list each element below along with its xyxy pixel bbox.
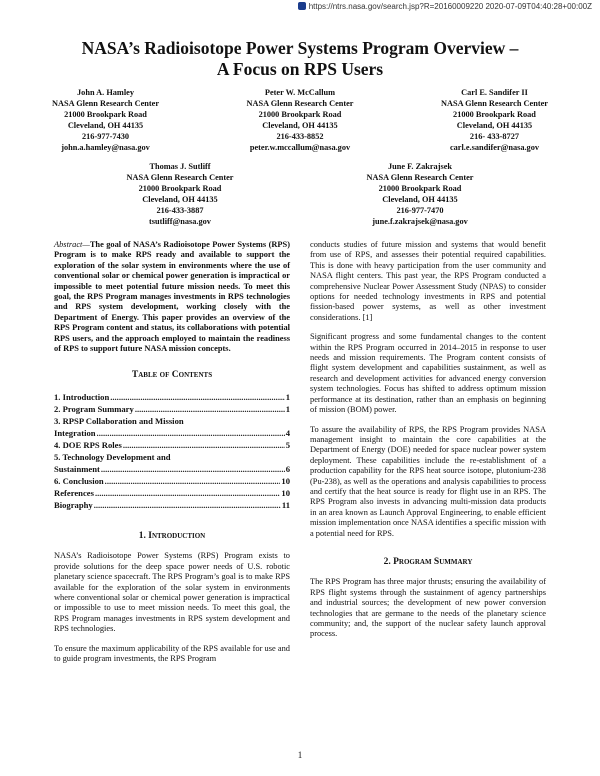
paper-title: NASA’s Radioisotope Power Systems Program Overview – A Focus on RPS Users (81, 38, 519, 79)
intro-paragraph: To assure the availability of RPS, the RPS Program provides NASA management insight to maintain the core capabilities at the Department of Energy (DOE) needed for space nuclear power system deployment. These capabilities include the re-establishment of a production capability for the RPS heat source isotope, plutonium-238 (Pu-238), as well as the operations and analysis capabilities to process and certify that the heat source is ready for flight use in an RPS. The RPS Program also invests in advancing multi-mission data products in an area known as Launch Approval Engineering, to enable efficient mission implementation once NASA identifies a specific mission with a potential need for RPS. (310, 424, 546, 538)
abstract: Abstract—The goal of NASA’s Radioisotope Power Systems (RPS) Program is to make RPS ready and available to support the exploration of the solar system in environments where the use of conventional solar or chemical power generation is impractical or impossible to meet potential future mission needs. To meet this goal, the RPS Program manages investments in RPS technologies and RPS system development, working closely with the Department of Energy. This paper provides an overview of the RPS Program content and status, its collaborations with potential RPS users, and the approach employed to maintain the readiness of RPS to support future NASA mission concepts. (54, 240, 290, 354)
author-mccallum: Peter W. McCallum NASA Glenn Research Center 21000 Brookpark Road Cleveland, OH 44135 216-433-8852 peter.w.mccallum@nasa.gov (246, 88, 354, 152)
intro-paragraph: To ensure the maximum applicability of the RPS available for use and to guide program investments, the RPS Program (54, 643, 290, 663)
author-zakrajsek: June F. Zakrajsek NASA Glenn Research Center 21000 Brookpark Road Cleveland, OH 44135 216-977-7470 june.f.zakrajsek@nasa.gov (366, 162, 474, 226)
toc-entry: 3. RPSP Collaboration and Mission Integration ..... 4 (54, 415, 290, 439)
toc-entry: References ..... 10 (54, 487, 290, 499)
intro-heading: 1. Introduction (138, 530, 206, 541)
source-url: https://ntrs.nasa.gov/search.jsp?R=20160009220 2020-07-09T04:40:28+00:00Z (308, 1, 592, 11)
toc-entry: 1. Introduction ..... 1 (54, 391, 290, 403)
toc-entry: 5. Technology Development and Sustainment ..... 6 (54, 451, 290, 475)
summary-paragraph: The RPS Program has three major thrusts; ensuring the availability of RPS flight systems through the sustainment of agency partnerships and industrial sources; the development of new power conversion technologies that are germane to the needs of the planetary science community; and, the support of the nuclear safety launch approval process. (310, 577, 546, 639)
source-url-bar (298, 0, 592, 12)
toc-entry: Biography ..... 11 (54, 499, 290, 511)
author-hamley: John A. Hamley NASA Glenn Research Center 21000 Brookpark Road Cleveland, OH 44135 216-977-7430 john.a.hamley@nasa.gov (52, 88, 160, 152)
intro-paragraph: NASA’s Radioisotope Power Systems (RPS) Program exists to provide solutions for the deep space power needs of U.S. robotic planetary science spacecraft. The RPS Program’s goal is to make RPS available for the exploration of the solar system in environments where conventional solar or chemical power generation is impractical or impossible to use to meet mission needs. To meet this goal, the RPS Program manages investments in RPS system development and RPS technologies. (54, 551, 290, 634)
page-number: 1 (297, 750, 303, 760)
left-column (54, 240, 290, 673)
author-sandifer: Carl E. Sandifer II NASA Glenn Research Center 21000 Brookpark Road Cleveland, OH 44135 216- 433-8727 carl.e.sandifer@nasa.gov (440, 88, 548, 152)
toc-entry: 4. DOE RPS Roles ..... 5 (54, 439, 290, 451)
author-block-row2 (30, 161, 570, 227)
intro-paragraph: Significant progress and some fundamental changes to the content within the RPS Program occurred in 2014–2015 in response to user needs and mission requirements. The Program content consists of flight system development and capabilities sustainment, as well as research and development activities for advanced energy conversion system technologies. Focus has shifted to address optimum mission performance at its destination, rather than an emphasis on beginning of mission (BOM) power. (310, 332, 546, 415)
toc-entry: 6. Conclusion ..... 10 (54, 475, 290, 487)
toc-entry: 2. Program Summary ..... 1 (54, 403, 290, 415)
table-of-contents (54, 391, 290, 511)
right-column (310, 240, 546, 649)
intro-paragraph: conducts studies of future mission and systems that would benefit from use of RPS, and assesses their potential required capabilities. This is done with heavy participation from the user community and NASA flight centers. This past year, the RPS Program conducted a comprehensive Nuclear Power Assessment Study (NPAS) to consider options for needed technology investments in RPS and potential fission-based power systems, as well as other investment considerations. [1] (310, 240, 546, 322)
summary-heading: 2. Program Summary (383, 556, 473, 567)
author-sutliff: Thomas J. Sutliff NASA Glenn Research Center 21000 Brookpark Road Cleveland, OH 44135 216-433-3887 tsutliff@nasa.gov (126, 162, 234, 226)
ntrs-logo-icon (298, 2, 306, 10)
author-block-row1 (30, 87, 570, 153)
toc-heading: Table of Contents (131, 370, 213, 381)
